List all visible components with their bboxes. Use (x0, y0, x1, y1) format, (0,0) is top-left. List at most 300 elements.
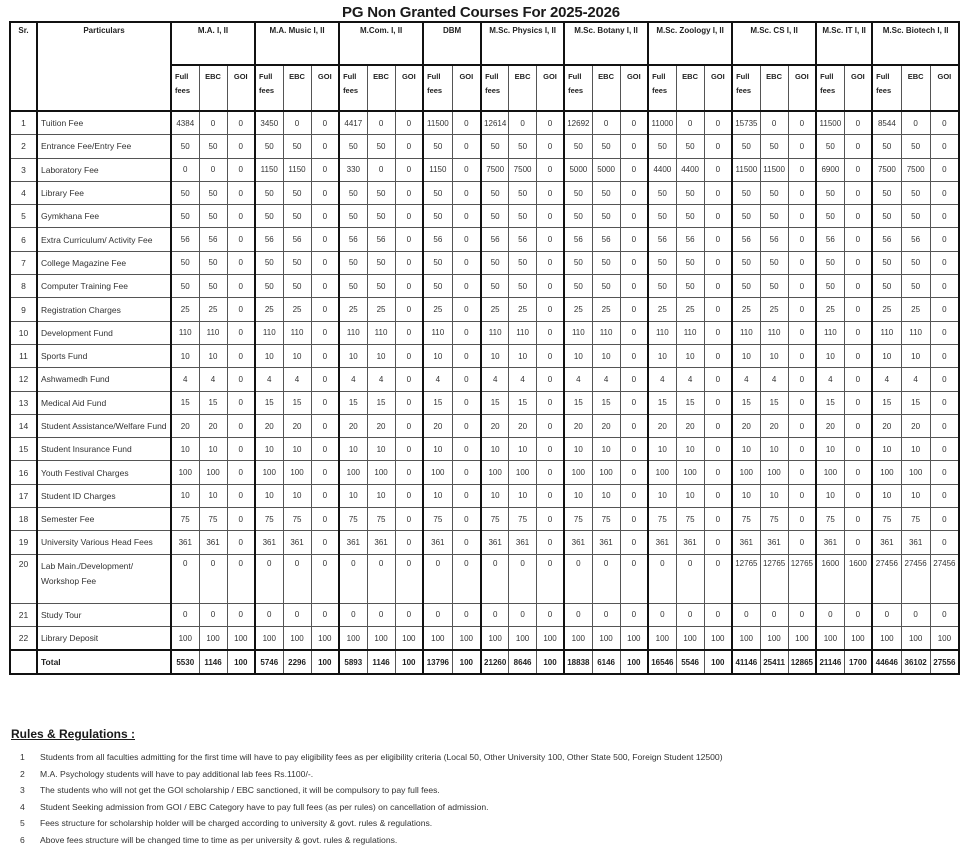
fee-type-header-full-fees: Full fees (339, 65, 367, 111)
fee-value: 4 (481, 368, 509, 391)
fee-type-header-ebc: EBC (901, 65, 930, 111)
fee-type-header-goi: GOI (844, 65, 872, 111)
fee-value: 0 (395, 554, 423, 603)
fee-value: 50 (901, 181, 930, 204)
total-value: 100 (536, 650, 564, 674)
fee-value: 0 (452, 111, 481, 135)
fee-value: 10 (283, 484, 311, 507)
fee-value: 50 (367, 275, 395, 298)
fee-type-header-full-fees: Full fees (732, 65, 760, 111)
fee-value: 50 (509, 181, 537, 204)
total-value: 1700 (844, 650, 872, 674)
fee-value: 100 (423, 461, 452, 484)
total-value: 36102 (901, 650, 930, 674)
fee-value: 15 (648, 391, 676, 414)
fee-value: 4 (171, 368, 199, 391)
total-value: 8646 (509, 650, 537, 674)
fee-value: 20 (732, 414, 760, 437)
fee-value: 15 (816, 391, 844, 414)
total-value: 2296 (283, 650, 311, 674)
fee-value: 10 (901, 344, 930, 367)
total-value: 27556 (930, 650, 959, 674)
total-value: 100 (395, 650, 423, 674)
fee-value: 4 (199, 368, 227, 391)
rule-number: 4 (20, 801, 25, 812)
fee-value: 0 (311, 111, 339, 135)
fee-value: 0 (452, 554, 481, 603)
rule-item (20, 832, 723, 849)
fee-type-header-full-fees: Full fees (648, 65, 676, 111)
course-header-m-sc-physics-i-ii: M.Sc. Physics I, II (481, 22, 564, 65)
fee-value: 27456 (901, 554, 930, 603)
fee-value: 0 (536, 603, 564, 626)
fee-value: 10 (423, 344, 452, 367)
fee-value: 50 (481, 181, 509, 204)
fee-value: 0 (620, 554, 648, 603)
fee-value: 0 (311, 298, 339, 321)
fee-value: 361 (592, 531, 620, 554)
fee-value: 0 (227, 158, 255, 181)
fee-value: 0 (227, 321, 255, 344)
fee-value: 25 (509, 298, 537, 321)
fee-value: 10 (760, 344, 788, 367)
fee-value: 4 (872, 368, 901, 391)
fee-value: 0 (930, 414, 959, 437)
fee-value: 0 (704, 391, 732, 414)
fee-value: 10 (732, 344, 760, 367)
sr-header: Sr. (10, 22, 37, 111)
fee-value: 50 (816, 275, 844, 298)
fee-value: 50 (732, 181, 760, 204)
row-number: 12 (10, 368, 37, 391)
fee-value: 0 (227, 111, 255, 135)
fee-value: 50 (509, 251, 537, 274)
fee-value: 5000 (564, 158, 592, 181)
fee-value: 100 (872, 461, 901, 484)
fee-value: 7500 (509, 158, 537, 181)
fee-value: 50 (732, 275, 760, 298)
fee-value: 0 (423, 554, 452, 603)
fee-value: 100 (227, 626, 255, 650)
document-title: PG Non Granted Courses For 2025-2026 (342, 4, 620, 21)
fee-value: 0 (704, 368, 732, 391)
fee-value: 50 (171, 135, 199, 158)
fee-value: 0 (395, 603, 423, 626)
fee-value: 0 (704, 298, 732, 321)
fee-value: 0 (171, 554, 199, 603)
fee-type-header-ebc: EBC (592, 65, 620, 111)
fee-value: 10 (339, 484, 367, 507)
fee-value: 110 (872, 321, 901, 344)
fee-value: 100 (704, 626, 732, 650)
fee-value: 0 (452, 438, 481, 461)
fee-value: 0 (227, 554, 255, 603)
row-number: 5 (10, 205, 37, 228)
fee-value: 110 (648, 321, 676, 344)
fee-type-header-full-fees: Full fees (423, 65, 452, 111)
rule-text: The students who will not get the GOI scholarship / EBC sanctioned, it will be compulsory to pay full fees. (40, 785, 440, 796)
row-number: 13 (10, 391, 37, 414)
fee-value: 50 (872, 205, 901, 228)
fee-value: 0 (788, 205, 816, 228)
fee-value: 0 (536, 391, 564, 414)
fee-value: 15 (732, 391, 760, 414)
fee-value: 4384 (171, 111, 199, 135)
total-value: 41146 (732, 650, 760, 674)
fee-value: 0 (367, 554, 395, 603)
fee-value: 25 (816, 298, 844, 321)
fee-value: 50 (564, 181, 592, 204)
particular-label: College Magazine Fee (37, 251, 171, 274)
fee-value: 0 (844, 111, 872, 135)
particular-label: Entrance Fee/Entry Fee (37, 135, 171, 158)
fee-value: 0 (536, 461, 564, 484)
fee-value: 56 (732, 228, 760, 251)
fee-value: 50 (367, 135, 395, 158)
row-number: 22 (10, 626, 37, 650)
fee-value: 10 (423, 484, 452, 507)
fee-value: 56 (564, 228, 592, 251)
fee-value: 0 (283, 603, 311, 626)
course-header-m-a-i-ii: M.A. I, II (171, 22, 255, 65)
fee-value: 110 (592, 321, 620, 344)
fee-value: 10 (872, 344, 901, 367)
fee-value: 25 (283, 298, 311, 321)
fee-value: 0 (227, 603, 255, 626)
fee-value: 0 (395, 275, 423, 298)
fee-value: 50 (760, 181, 788, 204)
fee-value: 0 (676, 554, 704, 603)
fee-value: 361 (732, 531, 760, 554)
fee-value: 0 (509, 603, 537, 626)
fee-value: 75 (367, 508, 395, 531)
row-number: 3 (10, 158, 37, 181)
fee-value: 10 (255, 438, 283, 461)
fee-value: 10 (171, 438, 199, 461)
fee-value: 0 (509, 111, 537, 135)
fee-value: 50 (564, 275, 592, 298)
row-number: 15 (10, 438, 37, 461)
fee-value: 0 (452, 391, 481, 414)
fee-value: 1600 (844, 554, 872, 603)
fee-value: 0 (227, 438, 255, 461)
total-value: 6146 (592, 650, 620, 674)
fee-value: 100 (732, 461, 760, 484)
fee-value: 0 (367, 111, 395, 135)
fee-value: 0 (930, 251, 959, 274)
fee-value: 0 (339, 554, 367, 603)
particular-label: Extra Curriculum/ Activity Fee (37, 228, 171, 251)
fee-value: 50 (423, 205, 452, 228)
fee-value: 0 (536, 181, 564, 204)
fee-value: 0 (930, 368, 959, 391)
fee-value: 0 (283, 111, 311, 135)
fee-value: 75 (872, 508, 901, 531)
row-number: 4 (10, 181, 37, 204)
fee-value: 361 (509, 531, 537, 554)
fee-value: 50 (872, 181, 901, 204)
fee-row (10, 275, 959, 298)
fee-value: 8544 (872, 111, 901, 135)
fee-value: 4 (760, 368, 788, 391)
fee-value: 0 (704, 205, 732, 228)
fee-value: 0 (564, 554, 592, 603)
fee-value: 0 (620, 368, 648, 391)
fee-value: 50 (509, 135, 537, 158)
fee-value: 0 (704, 181, 732, 204)
fee-value: 25 (199, 298, 227, 321)
fee-value: 0 (844, 275, 872, 298)
fee-value: 110 (816, 321, 844, 344)
fee-value: 10 (481, 344, 509, 367)
fee-value: 0 (395, 228, 423, 251)
fee-value: 20 (367, 414, 395, 437)
fee-value: 56 (481, 228, 509, 251)
fee-value: 361 (423, 531, 452, 554)
fee-value: 0 (452, 508, 481, 531)
fee-value: 0 (536, 135, 564, 158)
fee-value: 0 (536, 111, 564, 135)
fee-value: 0 (227, 508, 255, 531)
fee-value: 0 (620, 228, 648, 251)
fee-value: 0 (311, 554, 339, 603)
fee-value: 0 (452, 414, 481, 437)
fee-value: 0 (452, 181, 481, 204)
fee-value: 50 (592, 181, 620, 204)
fee-value: 110 (199, 321, 227, 344)
fee-value: 4 (676, 368, 704, 391)
fee-value: 10 (199, 438, 227, 461)
fee-value: 50 (255, 181, 283, 204)
fee-value: 0 (227, 275, 255, 298)
fee-value: 0 (227, 298, 255, 321)
particular-label: Student ID Charges (37, 484, 171, 507)
particular-label: Study Tour (37, 603, 171, 626)
fee-value: 15 (509, 391, 537, 414)
fee-value: 361 (283, 531, 311, 554)
fee-value: 0 (704, 531, 732, 554)
fee-value: 0 (536, 205, 564, 228)
fee-value: 361 (648, 531, 676, 554)
course-header-m-sc-biotech-i-ii: M.Sc. Biotech I, II (872, 22, 959, 65)
particular-label: Tuition Fee (37, 111, 171, 135)
fee-value: 0 (704, 135, 732, 158)
fee-value: 0 (620, 508, 648, 531)
fee-value: 56 (255, 228, 283, 251)
fee-value: 0 (311, 414, 339, 437)
fee-value: 50 (816, 251, 844, 274)
fee-value: 0 (227, 368, 255, 391)
fee-value: 0 (452, 158, 481, 181)
row-number: 11 (10, 344, 37, 367)
fee-value: 0 (171, 158, 199, 181)
fee-value: 50 (171, 275, 199, 298)
fee-value: 100 (676, 461, 704, 484)
fee-type-header-ebc: EBC (199, 65, 227, 111)
fee-value: 25 (872, 298, 901, 321)
fee-value: 50 (901, 275, 930, 298)
fee-value: 11500 (732, 158, 760, 181)
fee-value: 10 (732, 484, 760, 507)
fee-value: 0 (816, 603, 844, 626)
fee-value: 0 (536, 368, 564, 391)
fee-value: 0 (536, 275, 564, 298)
row-number: 20 (10, 554, 37, 603)
fee-value: 0 (311, 344, 339, 367)
fee-value: 0 (481, 554, 509, 603)
fee-value: 10 (872, 438, 901, 461)
fee-value: 0 (760, 603, 788, 626)
fee-value: 0 (227, 135, 255, 158)
fee-value: 0 (227, 414, 255, 437)
fee-value: 0 (395, 111, 423, 135)
row-number: 1 (10, 111, 37, 135)
fee-value: 110 (367, 321, 395, 344)
fee-value: 361 (199, 531, 227, 554)
fee-value: 15 (423, 391, 452, 414)
particular-label: Youth Festival Charges (37, 461, 171, 484)
fee-value: 0 (592, 111, 620, 135)
fee-value: 0 (536, 438, 564, 461)
fee-value: 0 (704, 484, 732, 507)
fee-type-header-full-fees: Full fees (171, 65, 199, 111)
fee-value: 50 (816, 205, 844, 228)
rule-item (20, 815, 723, 832)
fee-value: 100 (171, 626, 199, 650)
fee-value: 0 (536, 414, 564, 437)
fee-value: 0 (930, 531, 959, 554)
fee-value: 25 (171, 298, 199, 321)
fee-value: 10 (592, 344, 620, 367)
fee-value: 0 (620, 438, 648, 461)
fee-value: 100 (844, 626, 872, 650)
row-number: 10 (10, 321, 37, 344)
row-number: 17 (10, 484, 37, 507)
fee-value: 10 (199, 484, 227, 507)
fee-value: 50 (255, 275, 283, 298)
particulars-header: Particulars (37, 22, 171, 111)
particular-label: Medical Aid Fund (37, 391, 171, 414)
fee-value: 50 (564, 135, 592, 158)
fee-value: 50 (901, 251, 930, 274)
fee-value: 50 (199, 135, 227, 158)
fee-value: 0 (592, 603, 620, 626)
total-value: 5746 (255, 650, 283, 674)
fee-value: 10 (339, 438, 367, 461)
fee-value: 50 (283, 251, 311, 274)
fee-value: 12765 (788, 554, 816, 603)
fee-value: 10 (901, 484, 930, 507)
fee-value: 0 (620, 181, 648, 204)
fee-value: 56 (648, 228, 676, 251)
fee-type-header-goi: GOI (311, 65, 339, 111)
fee-value: 50 (255, 135, 283, 158)
fee-value: 10 (255, 344, 283, 367)
fee-value: 361 (816, 531, 844, 554)
fee-value: 0 (704, 321, 732, 344)
fee-type-header-full-fees: Full fees (816, 65, 844, 111)
fee-value: 361 (872, 531, 901, 554)
fee-type-header-ebc: EBC (283, 65, 311, 111)
course-header-m-com-i-ii: M.Com. I, II (339, 22, 423, 65)
fee-value: 0 (620, 135, 648, 158)
fee-value: 0 (648, 554, 676, 603)
total-value: 100 (704, 650, 732, 674)
fee-value: 11500 (423, 111, 452, 135)
fee-value: 0 (788, 414, 816, 437)
fee-value: 100 (816, 626, 844, 650)
fee-value: 0 (395, 135, 423, 158)
fee-type-header-goi: GOI (395, 65, 423, 111)
fee-value: 0 (311, 391, 339, 414)
fee-value: 50 (872, 251, 901, 274)
fee-value: 0 (872, 603, 901, 626)
fee-value: 0 (367, 603, 395, 626)
fee-value: 10 (509, 344, 537, 367)
fee-value: 50 (171, 181, 199, 204)
fee-value: 50 (872, 275, 901, 298)
fee-value: 0 (311, 135, 339, 158)
fee-value: 0 (844, 158, 872, 181)
fee-value: 10 (564, 484, 592, 507)
fee-row (10, 484, 959, 507)
fee-value: 0 (311, 531, 339, 554)
fee-value: 0 (788, 344, 816, 367)
fee-value: 1600 (816, 554, 844, 603)
fee-row (10, 321, 959, 344)
fee-value: 50 (760, 251, 788, 274)
fee-value: 0 (844, 391, 872, 414)
fee-value: 0 (227, 251, 255, 274)
fee-value: 50 (732, 135, 760, 158)
fee-row (10, 205, 959, 228)
fee-value: 0 (620, 603, 648, 626)
fee-value: 0 (704, 251, 732, 274)
fee-value: 0 (367, 158, 395, 181)
fee-type-header-goi: GOI (930, 65, 959, 111)
fee-value: 0 (339, 603, 367, 626)
fee-value: 0 (227, 391, 255, 414)
fee-value: 0 (536, 321, 564, 344)
fee-value: 15 (872, 391, 901, 414)
rule-item (20, 782, 723, 799)
total-value: 5893 (339, 650, 367, 674)
fee-value: 12692 (564, 111, 592, 135)
fee-value: 50 (592, 205, 620, 228)
fee-value: 0 (536, 228, 564, 251)
fee-value: 0 (452, 205, 481, 228)
fee-value: 56 (901, 228, 930, 251)
fee-value: 100 (648, 461, 676, 484)
total-value: 100 (311, 650, 339, 674)
total-value: 21260 (481, 650, 509, 674)
course-header-dbm: DBM (423, 22, 481, 65)
particular-label: Sports Fund (37, 344, 171, 367)
fee-value: 15 (367, 391, 395, 414)
fee-value: 110 (283, 321, 311, 344)
fee-value: 0 (930, 275, 959, 298)
particular-label: Laboratory Fee (37, 158, 171, 181)
fee-value: 25 (481, 298, 509, 321)
fee-value: 100 (509, 626, 537, 650)
fee-type-header-ebc: EBC (509, 65, 537, 111)
fee-value: 100 (732, 626, 760, 650)
fee-value: 100 (872, 626, 901, 650)
total-value: 44646 (872, 650, 901, 674)
fee-value: 56 (367, 228, 395, 251)
fee-value: 20 (255, 414, 283, 437)
fee-value: 0 (930, 158, 959, 181)
